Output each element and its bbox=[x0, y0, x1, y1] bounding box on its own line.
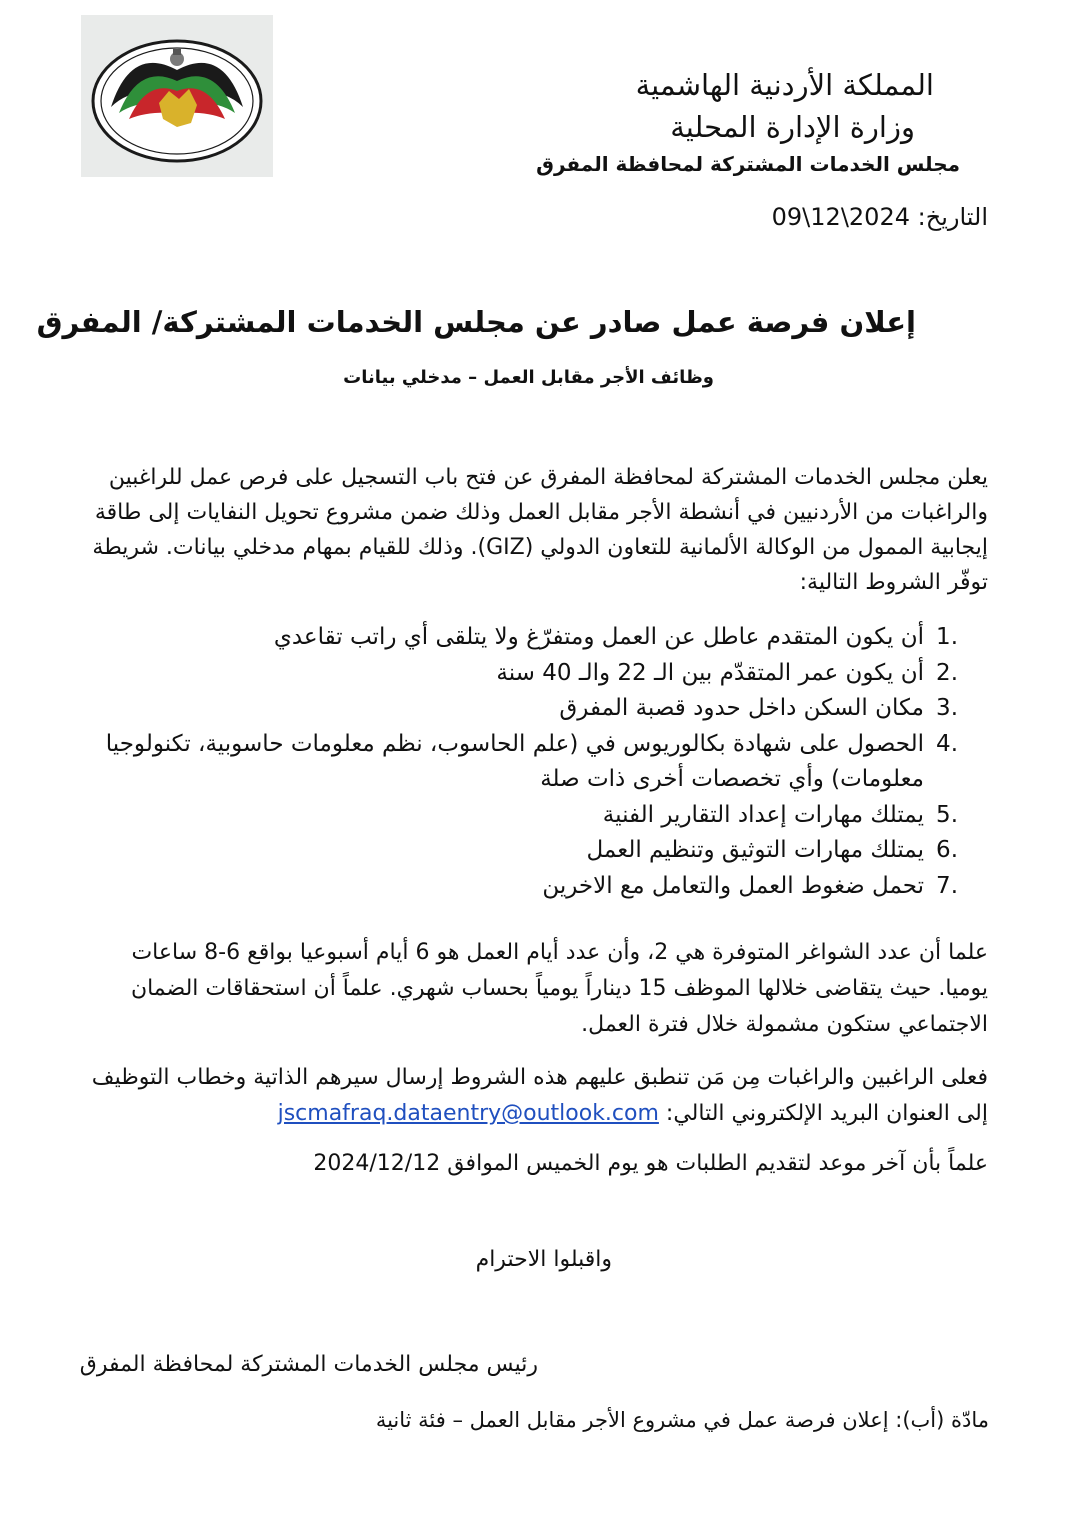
item-number: .4 bbox=[936, 730, 958, 757]
conditions-list bbox=[98, 620, 958, 904]
council-name: مجلس الخدمات المشتركة لمحافظة المفرق bbox=[536, 152, 960, 176]
apply-text: فعلى الراغبين والراغبات مِن مَن تنطبق عليهم هذه الشروط إرسال سيرهم الذاتية وخطاب التوظيف إلى العنوان البريد الإلكتروني التالي: bbox=[91, 1065, 988, 1126]
ministry-name: وزارة الإدارة المحلية bbox=[670, 110, 915, 144]
notes-paragraph: علما أن عدد الشواغر المتوفرة هي 2، وأن عدد أيام العمل هو 6 أيام أسبوعيا بواقع 6-8 ساعات يوميا. حيث يتقاضى خلالها الموظف 15 ديناراً يومياً بحساب شهري. علماً أن استحقاقات الضمان الاجتماعي ستكون مشمولة خلال فترة العمل. bbox=[130, 940, 988, 1037]
closing-text: واقبلوا الاحترام bbox=[475, 1247, 612, 1272]
list-item bbox=[98, 620, 958, 656]
intro-paragraph: يعلن مجلس الخدمات المشتركة لمحافظة المفرق عن فتح باب التسجيل على فرص عمل للراغبين والراغبات من الأردنيين في أنشطة الأجر مقابل العمل وذلك ضمن مشروع تحويل النفايات إلى طاقة إيجابية الممول من الوكالة الألمانية للتعاون الدولي (GIZ). وذلك للقيام بمهام مدخلي بيانات. شريطة توفّر الشروط التالية: bbox=[92, 465, 988, 595]
list-item bbox=[98, 727, 958, 798]
item-number: .2 bbox=[936, 659, 958, 686]
item-text: تحمل ضغوط العمل والتعامل مع الاخرين bbox=[542, 872, 924, 899]
apply-paragraph bbox=[88, 1060, 988, 1132]
signer-title: رئيس مجلس الخدمات المشتركة لمحافظة المفرق bbox=[79, 1352, 538, 1377]
email-link[interactable]: jscmafraq.dataentry@outlook.com bbox=[277, 1101, 659, 1126]
subject-line: مادّة (أب): إعلان فرصة عمل في مشروع الأجر مقابل العمل – فئة ثانية bbox=[375, 1408, 989, 1432]
item-text: مكان السكن داخل حدود قصبة المفرق bbox=[559, 695, 924, 721]
council-logo bbox=[81, 15, 273, 177]
item-number: .7 bbox=[936, 872, 958, 899]
item-number: .5 bbox=[936, 801, 958, 828]
item-text: أن يكون عمر المتقدّم بين الـ 22 والـ 40 سنة bbox=[496, 659, 924, 686]
list-item bbox=[98, 798, 958, 834]
item-number: .1 bbox=[936, 624, 958, 650]
list-item bbox=[98, 833, 958, 869]
kingdom-name: المملكة الأردنية الهاشمية bbox=[635, 68, 934, 102]
council-emblem-icon bbox=[81, 15, 273, 177]
item-text: يمتلك مهارات التوثيق وتنظيم العمل bbox=[586, 837, 924, 863]
list-item bbox=[98, 869, 958, 905]
item-number: .3 bbox=[936, 695, 958, 721]
announcement-subtitle: وظائف الأجر مقابل العمل – مدخلي بيانات bbox=[343, 367, 714, 388]
deadline-text: علماً بأن آخر موعد لتقديم الطلبات هو يوم الخميس الموافق 2024/12/12 bbox=[313, 1151, 988, 1176]
item-number: .6 bbox=[936, 837, 958, 863]
document-date: التاريخ: 2024\12\09 bbox=[771, 203, 988, 231]
item-text: الحصول على شهادة بكالوريوس في (علم الحاسوب، نظم معلومات حاسوبية، تكنولوجيا معلومات) وأي تخصصات أخرى ذات صلة bbox=[105, 730, 924, 792]
item-text: يمتلك مهارات إعداد التقارير الفنية bbox=[602, 801, 924, 828]
list-item bbox=[98, 691, 958, 727]
announcement-title: إعلان فرصة عمل صادر عن مجلس الخدمات المشتركة/ المفرق bbox=[36, 305, 916, 339]
item-text: أن يكون المتقدم عاطل عن العمل ومتفرّغ ولا يتلقى أي راتب تقاعدي bbox=[273, 624, 924, 650]
list-item bbox=[98, 656, 958, 692]
